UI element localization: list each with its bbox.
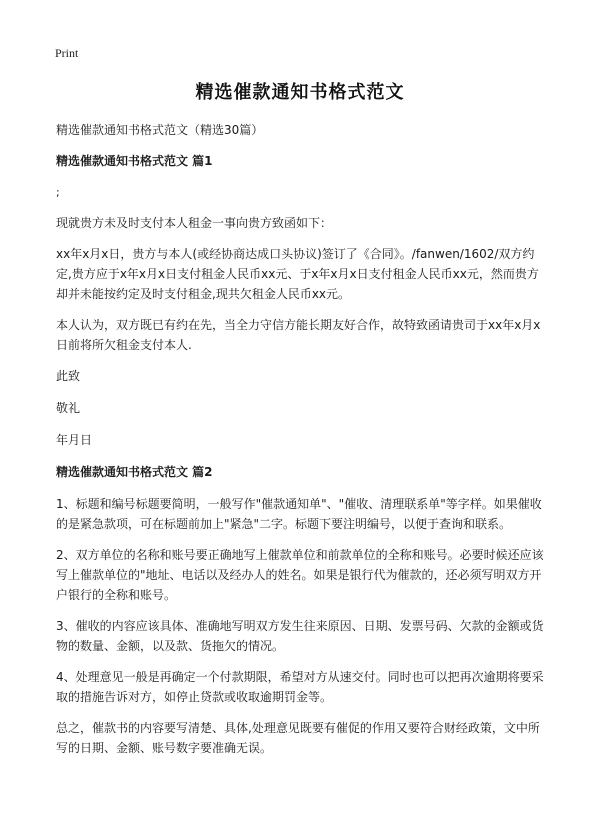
section1-paragraph: 本人认为，双方既已有约在先，当全力守信方能长期友好合作，故特致函请贵司于xx年x月x日前将所欠租金支付本人. — [56, 318, 541, 352]
section2-paragraph: 1、标题和编号标题要简明，一般写作"催款通知单"、"催收、清理联系单"等字样。如果催收的是紧急款项，可在标题前加上"紧急"二字。标题下要注明编号，以便于查询和联系。 — [56, 497, 542, 531]
section1-paragraph: 现就贵方未及时支付本人租金一事向贵方致函如下： — [56, 216, 333, 230]
print-label: Print — [55, 46, 79, 60]
section1-paragraph: xx年x月x日，贵方与本人(或经协商达成口头协议)签订了《合同》。/fanwen/1602/双方约定,贵方应于x年x月x日支付租金人民币xx元、于x年x月x日支付租金人民币xx元，然而贵方却并未能按约定及时支付租金,现共欠租金人民币xx元。 — [56, 247, 539, 301]
document-body — [56, 120, 550, 769]
document-subtitle: 精选催款通知书格式范文（精选30篇） — [56, 123, 264, 137]
section2-paragraph: 4、处理意见一般是再确定一个付款期限，希望对方从速交付。同时也可以把再次逾期将要采取的措施告诉对方，如停止贷款或收取逾期罚金等。 — [56, 670, 544, 704]
section2-paragraph: 总之，催款书的内容要写清楚、具体,处理意见既要有催促的作用又要符合财经政策，文中所写的日期、金额、账号数字要准确无误。 — [56, 721, 540, 755]
date-line: 年月日 — [56, 433, 93, 447]
section-heading-1: 精选催款通知书格式范文 篇1 — [56, 154, 213, 168]
closing-line: 敬礼 — [56, 401, 81, 415]
section2-paragraph: 2、双方单位的名称和账号要正确地写上催款单位和前款单位的全称和账号。必要时候还应该写上催款单位的"地址、电话以及经办人的姓名。如果是银行代为催款的，还必须写明双方开户银行的全称和账号。 — [56, 548, 544, 602]
page-title: 精选催款通知书格式范文 — [195, 82, 405, 103]
closing-line: 此致 — [56, 369, 81, 383]
section-heading-2: 精选催款通知书格式范文 篇2 — [56, 465, 213, 479]
section1-semicolon: ; — [56, 186, 60, 199]
section2-paragraph: 3、催收的内容应该具体、准确地写明双方发生往来原因、日期、发票号码、欠款的金额或货物的数量、金额，以及款、货拖欠的情况。 — [56, 619, 544, 653]
